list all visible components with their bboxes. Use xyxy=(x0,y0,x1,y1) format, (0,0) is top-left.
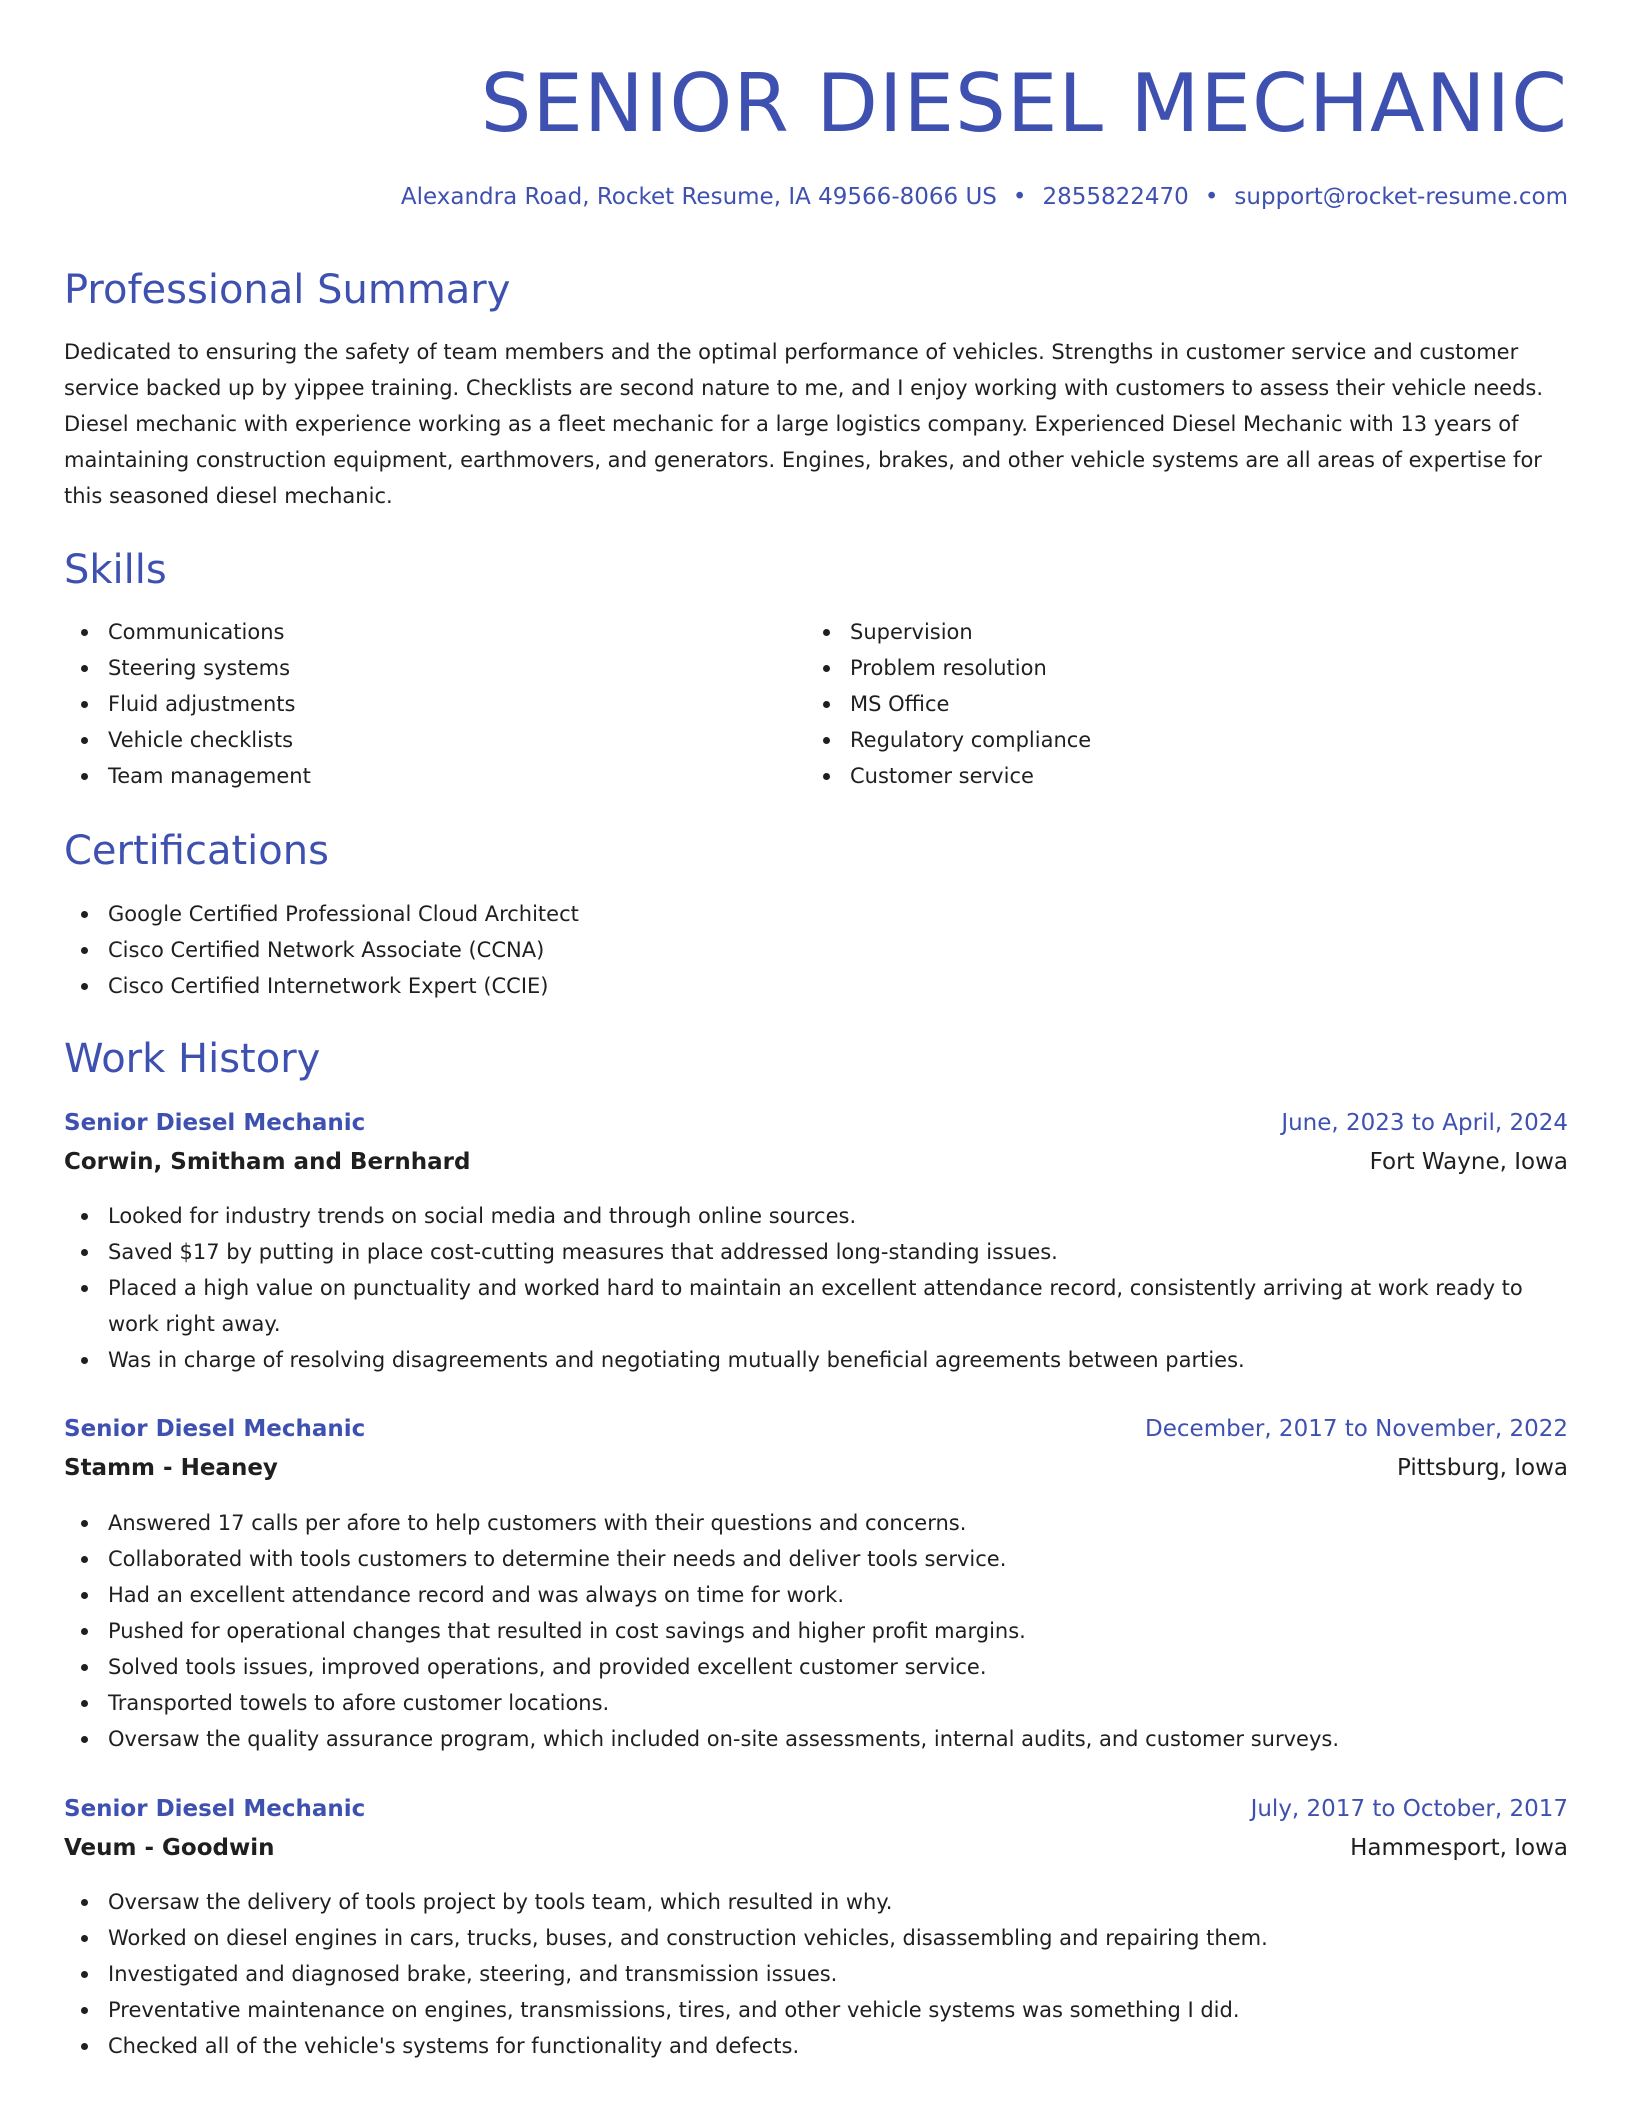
skill-item: Communications xyxy=(64,614,764,650)
certification-item: Cisco Certified Internetwork Expert (CCIE) xyxy=(64,968,1568,1004)
job-bullet: Preventative maintenance on engines, transmissions, tires, and other vehicle systems was something I did. xyxy=(64,1992,1568,2028)
certifications-heading: Certifications xyxy=(64,828,329,874)
job-bullet: Oversaw the delivery of tools project by tools team, which resulted in why. xyxy=(64,1884,1568,1920)
job-bullet: Solved tools issues, improved operations, and provided excellent customer service. xyxy=(64,1649,1568,1685)
summary-text: Dedicated to ensuring the safety of team members and the optimal performance of vehicles. Strengths in customer service and customer service backed up by yippee training. Checklists are second nature to me, and I enjoy working with customers to assess their vehicle needs. Diesel mechanic with experience working as a fleet mechanic for a large logistics company. Experienced Diesel Mechanic with 13 years of maintaining construction equipment, earthmovers, and generators. Engines, brakes, and other vehicle systems are all areas of expertise for this seasoned diesel mechanic. xyxy=(64,340,1544,508)
job-bullet: Pushed for operational changes that resulted in cost savings and higher profit margins. xyxy=(64,1613,1568,1649)
job-location: Hammesport, Iowa xyxy=(1350,1835,1568,1861)
job-bullet: Worked on diesel engines in cars, trucks, buses, and construction vehicles, disassembling and repairing them. xyxy=(64,1920,1568,1956)
contact-phone: 2855822470 xyxy=(1042,184,1189,210)
job-company: Corwin, Smitham and Bernhard xyxy=(64,1149,471,1175)
job-bullet: Investigated and diagnosed brake, steering, and transmission issues. xyxy=(64,1956,1568,1992)
job-bullet: Had an excellent attendance record and was always on time for work. xyxy=(64,1577,1568,1613)
job-bullet: Collaborated with tools customers to determine their needs and deliver tools service. xyxy=(64,1541,1568,1577)
skill-item: Customer service xyxy=(806,758,1506,794)
contact-separator: • xyxy=(1204,184,1219,210)
skills-list-right xyxy=(806,614,1506,794)
job-bullet: Looked for industry trends on social media and through online sources. xyxy=(64,1198,1568,1234)
skill-item: Vehicle checklists xyxy=(64,722,764,758)
job-bullet: Was in charge of resolving disagreements and negotiating mutually beneficial agreements between parties. xyxy=(64,1342,1568,1378)
contact-address: Alexandra Road, Rocket Resume, IA 49566-8066 US xyxy=(400,184,997,210)
resume-title: SENIOR DIESEL MECHANIC xyxy=(480,57,1568,150)
resume-page xyxy=(64,0,1568,2112)
job-bullet: Answered 17 calls per afore to help customers with their questions and concerns. xyxy=(64,1505,1568,1541)
job-title: Senior Diesel Mechanic xyxy=(64,1416,366,1442)
job-location: Fort Wayne, Iowa xyxy=(1369,1149,1568,1175)
contact-email[interactable]: support@rocket-resume.com xyxy=(1234,184,1568,210)
job-bullets xyxy=(64,1505,1568,1757)
job-bullet: Placed a high value on punctuality and worked hard to maintain an excellent attendance record, consistently arriving at work ready to work right away. xyxy=(64,1270,1568,1342)
skill-item: Problem resolution xyxy=(806,650,1506,686)
job-bullet: Oversaw the quality assurance program, which included on-site assessments, internal audits, and customer surveys. xyxy=(64,1721,1568,1757)
job-location: Pittsburg, Iowa xyxy=(1397,1455,1568,1481)
skill-item: MS Office xyxy=(806,686,1506,722)
job-bullet: Checked all of the vehicle's systems for functionality and defects. xyxy=(64,2028,1568,2064)
job-bullet: Transported towels to afore customer locations. xyxy=(64,1685,1568,1721)
job-bullets xyxy=(64,1198,1568,1378)
job-dates: December, 2017 to November, 2022 xyxy=(1145,1416,1568,1442)
certification-item: Cisco Certified Network Associate (CCNA) xyxy=(64,932,1568,968)
skill-item: Supervision xyxy=(806,614,1506,650)
certification-item: Google Certified Professional Cloud Architect xyxy=(64,896,1568,932)
skills-heading: Skills xyxy=(64,547,167,593)
job-dates: July, 2017 to October, 2017 xyxy=(1250,1796,1568,1822)
job-company: Stamm - Heaney xyxy=(64,1455,278,1481)
summary-heading: Professional Summary xyxy=(64,267,511,313)
skills-list-left xyxy=(64,614,764,794)
job-bullets xyxy=(64,1884,1568,2064)
job-company: Veum - Goodwin xyxy=(64,1835,275,1861)
work-history-heading: Work History xyxy=(64,1036,321,1082)
job-title: Senior Diesel Mechanic xyxy=(64,1110,366,1136)
skill-item: Regulatory compliance xyxy=(806,722,1506,758)
contact-info xyxy=(401,180,1568,214)
job-title: Senior Diesel Mechanic xyxy=(64,1796,366,1822)
job-bullet: Saved $17 by putting in place cost-cutting measures that addressed long-standing issues. xyxy=(64,1234,1568,1270)
contact-separator: • xyxy=(1012,184,1027,210)
certifications-list xyxy=(64,896,1568,1004)
job-dates: June, 2023 to April, 2024 xyxy=(1281,1110,1568,1136)
skill-item: Steering systems xyxy=(64,650,764,686)
skill-item: Team management xyxy=(64,758,764,794)
skill-item: Fluid adjustments xyxy=(64,686,764,722)
